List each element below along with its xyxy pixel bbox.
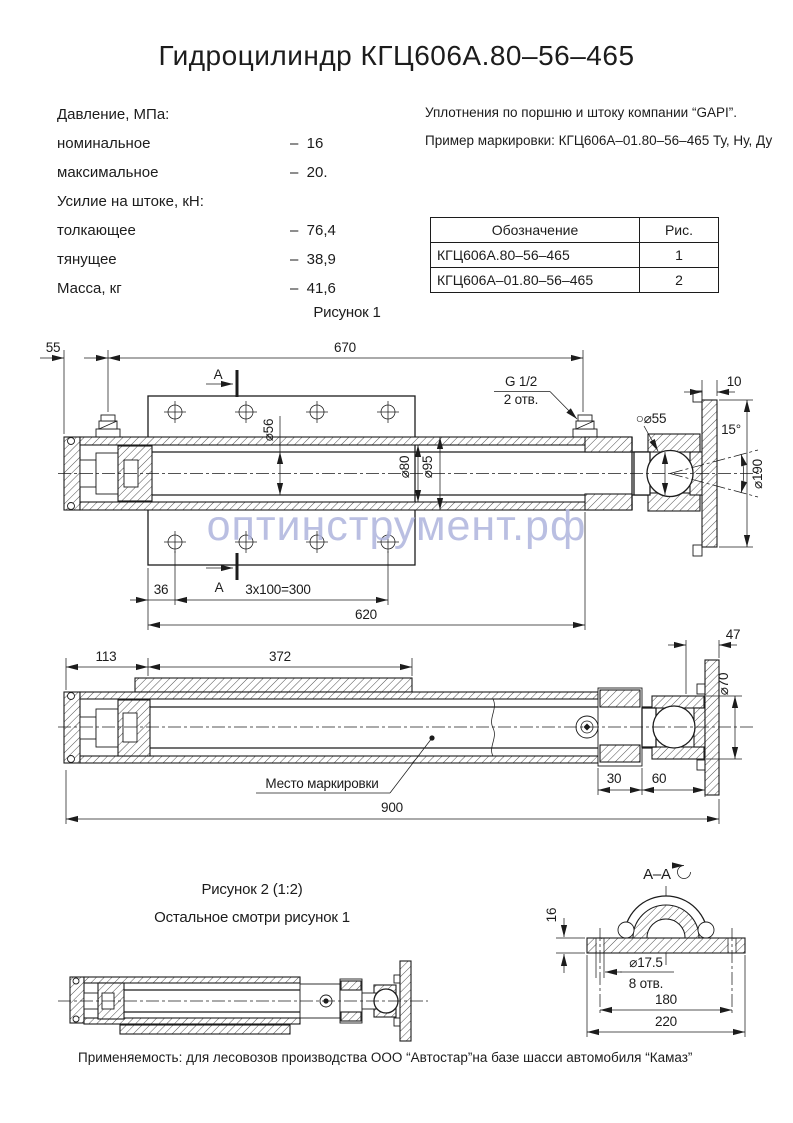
col-figure: Рис.: [640, 218, 719, 243]
gland-seal-top: [341, 981, 361, 990]
figure1-extended-group: [58, 660, 755, 795]
hydraulic-port-left: [96, 415, 120, 437]
seal-notes: [425, 99, 785, 155]
barrel-wall-top: [84, 977, 300, 983]
dim-d175-label: ⌀17.5: [629, 955, 663, 970]
spec-label: тянущее: [57, 251, 117, 268]
weld-dot: [73, 978, 79, 984]
flange-tab: [394, 975, 400, 983]
designation-cell: КГЦ606А–01.80–56–465: [431, 268, 640, 293]
barrel-wall-top: [80, 437, 632, 445]
spec-row: [57, 193, 397, 222]
flange-tab: [697, 684, 705, 694]
spec-row: [57, 106, 397, 135]
holes-count-label: 8 отв.: [628, 976, 664, 991]
gland-seal-bottom: [341, 1012, 361, 1021]
spec-value: – 20.: [290, 164, 328, 181]
spec-row: [57, 135, 397, 164]
table-row: [431, 243, 719, 268]
dim-d56-label: ⌀56: [261, 418, 276, 442]
ball-cup-bottom: [652, 747, 704, 759]
dim-670-label: 670: [334, 340, 356, 355]
flange-tab: [697, 760, 705, 770]
weld-dot: [73, 1016, 79, 1022]
figure2-caption: Рисунок 2 (1:2): [201, 881, 303, 898]
dim-d80-label: ⌀80: [397, 455, 412, 479]
marking-place-label: Место маркировки: [265, 776, 379, 791]
flange-tab: [693, 391, 702, 402]
port-thread-label: G 1/2: [504, 374, 538, 389]
gland-top: [585, 437, 632, 452]
section-aa-group: [544, 866, 745, 1038]
weld-dot: [68, 693, 75, 700]
rear-stub-step: [96, 709, 118, 747]
weld-roller: [698, 922, 714, 938]
flange-tab: [394, 1018, 400, 1026]
barrel-wall-bottom: [80, 756, 598, 763]
spec-row: [57, 164, 397, 193]
spec-row: [57, 222, 397, 251]
dim-47-label: 47: [725, 627, 741, 642]
spec-value: – 38,9: [290, 251, 336, 268]
figure2-note: Остальное смотри рисунок 1: [154, 909, 350, 926]
drawing-title: Гидроцилиндр КГЦ606А.80–56–465: [158, 40, 635, 71]
spec-label: Давление, МПа:: [57, 106, 170, 123]
weld-roller: [618, 922, 634, 938]
rear-cap: [64, 692, 80, 763]
technical-drawing-canvas: [0, 300, 793, 1050]
rotated-section-icon: [678, 866, 691, 879]
leader-dot: [429, 735, 434, 740]
figure1-caption: Рисунок 1: [313, 304, 381, 321]
ball-cup-top: [648, 434, 700, 452]
figure2-group: [58, 961, 428, 1041]
weld-dot: [68, 438, 75, 445]
dim-900-label: 900: [381, 800, 403, 815]
section-mark-bottom: А: [214, 580, 224, 595]
spec-label: Усилие на штоке, кН:: [57, 193, 204, 210]
dim-36-label: 36: [153, 582, 169, 597]
weld-dot: [68, 756, 75, 763]
dim-180-label: 180: [655, 992, 677, 1007]
dim-d190-label: ⌀190: [750, 459, 765, 489]
designation-cell: КГЦ606А.80–56–465: [431, 243, 640, 268]
dim-620-label: 620: [355, 607, 377, 622]
spec-label: толкающее: [57, 222, 136, 239]
dim-60-label: 60: [651, 771, 667, 786]
port-count-label: 2 отв.: [503, 392, 539, 407]
dim-30-label: 30: [606, 771, 622, 786]
spec-label: номинальное: [57, 135, 151, 152]
dim-372-label: 372: [269, 649, 291, 664]
section-aa-label: А–А: [643, 866, 671, 883]
table-row: [431, 268, 719, 293]
mounting-plate-side: [135, 678, 412, 692]
ball-cup-back: [694, 708, 705, 747]
dim-10-label: 10: [726, 374, 742, 389]
dim-55-label: 55: [45, 340, 61, 355]
watermark: оптинструмент.рф: [206, 502, 587, 550]
col-designation: Обозначение: [431, 218, 640, 243]
dim-113-label: 113: [95, 649, 117, 664]
mounting-plate-side: [120, 1025, 290, 1034]
specs-list: [57, 106, 397, 309]
spec-value: – 76,4: [290, 222, 336, 239]
spec-row: [57, 251, 397, 280]
piston-socket: [123, 713, 137, 742]
dim-d95-label: ⌀95: [420, 455, 435, 479]
figure-cell: 2: [640, 268, 719, 293]
spec-value: – 41,6: [290, 280, 336, 297]
rear-stub: [80, 717, 96, 739]
note-line: Пример маркировки: КГЦ606А–01.80–56–465 Ту, Ну, Ду: [425, 133, 773, 148]
angle-15-label: 15°: [721, 422, 741, 437]
plate-section: [587, 938, 745, 953]
gland-seal-top: [600, 690, 640, 707]
figure-cell: 1: [640, 243, 719, 268]
dim-300-label: 3x100=300: [245, 582, 311, 597]
gland-seal-bottom: [600, 745, 640, 762]
spec-label: максимальное: [57, 164, 159, 181]
spec-label: Масса, кг: [57, 280, 122, 297]
section-mark-top: А: [213, 367, 223, 382]
note-line: Уплотнения по поршню и штоку компании “GAPI”.: [425, 105, 737, 120]
table-header-row: [431, 218, 719, 243]
applicability-note: Применяемость: для лесовозов производства ООО “Автостар”на базе шасси автомобиля “Камаз”: [78, 1050, 693, 1065]
dim-d70-label: ⌀70: [716, 672, 731, 696]
designation-table: [430, 217, 719, 293]
dim-220-label: 220: [655, 1014, 677, 1029]
sphere-d55-label: ○⌀55: [635, 411, 667, 426]
dim-16-label: 16: [544, 907, 559, 923]
barrel-wall-top: [80, 692, 598, 699]
spec-value: – 16: [290, 135, 324, 152]
designation-table-wrap: [430, 217, 719, 293]
